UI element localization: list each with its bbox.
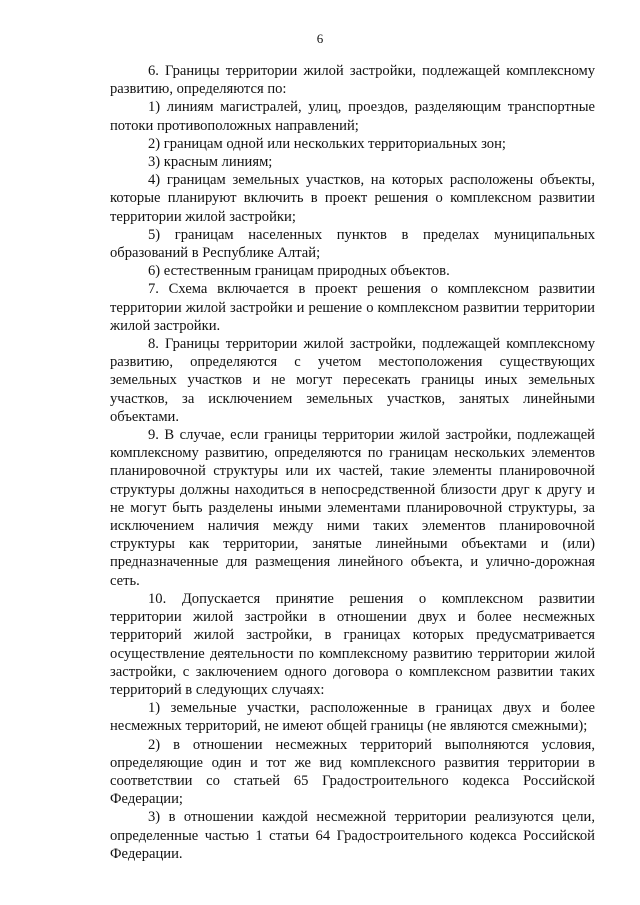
- paragraph-6-item-1: 1) линиям магистралей, улиц, проездов, разделяющим транспортные потоки противоположных направлений;: [110, 99, 595, 134]
- paragraph-8: 8. Границы территории жилой застройки, подлежащей комплексному развитию, определяются с учетом местоположения существующих земельных участков и не могут пересекать границы иных земельных участков, за исключением земельных участков, занятых линейными объектами.: [110, 336, 595, 425]
- paragraph-10: 10. Допускается принятие решения о комплексном развитии территории жилой застройки в отношении двух и более несмежных территорий жилой застройки, в границах которых предусматривается осуществление деятельности по комплексному развитию территории жилой застройки, с заключением одного договора о комплексном развитии таких территорий в следующих случаях:: [110, 590, 595, 698]
- paragraph-7: 7. Схема включается в проект решения о комплексном развитии территории жилой застройки и решение о комплексном развитии территории жилой застройки.: [110, 281, 595, 334]
- document-body: [110, 62, 595, 863]
- page-number: 6: [316, 31, 324, 46]
- paragraph-10-item-3: 3) в отношении каждой несмежной территории реализуются цели, определенные частью 1 статьи 64 Градостроительного кодекса Российской Федерации.: [110, 809, 595, 862]
- paragraph-10-item-2: 2) в отношении несмежных территорий выполняются условия, определяющие один и тот же вид комплексного развития территории в соответствии со статьей 65 Градостроительного кодекса Российской Федерации;: [110, 736, 595, 808]
- paragraph-10-item-1: 1) земельные участки, расположенные в границах двух и более несмежных территорий, не имеют общей границы (не являются смежными);: [110, 700, 595, 735]
- paragraph-6-item-6: 6) естественным границам природных объектов.: [148, 263, 450, 280]
- paragraph-6-item-4: 4) границам земельных участков, на которых расположены объекты, которые планируют включить в проект решения о комплексном развитии территории жилой застройки;: [110, 172, 595, 225]
- paragraph-6-item-2: 2) границам одной или нескольких территориальных зон;: [148, 135, 506, 152]
- paragraph-6: 6. Границы территории жилой застройки, подлежащей комплексному развитию, определяются по:: [110, 63, 595, 98]
- paragraph-6-item-5: 5) границам населенных пунктов в пределах муниципальных образований в Республике Алтай;: [110, 226, 595, 262]
- paragraph-6-item-3: 3) красным линиям;: [148, 154, 273, 171]
- paragraph-9: 9. В случае, если границы территории жилой застройки, подлежащей комплексному развитию, определяются по границам нескольких элементов планировочной структуры или их частей, такие элементы планировочной структуры должны находиться в непосредственной близости друг к другу и не могут быть разделены иными элементами планировочной структуры, за исключением наличия между ними таких элементов планировочной структуры как территории, занятые линейными объектами и (или) предназначенные для размещения линейного объекта, и улично-дорожная сеть.: [110, 427, 595, 589]
